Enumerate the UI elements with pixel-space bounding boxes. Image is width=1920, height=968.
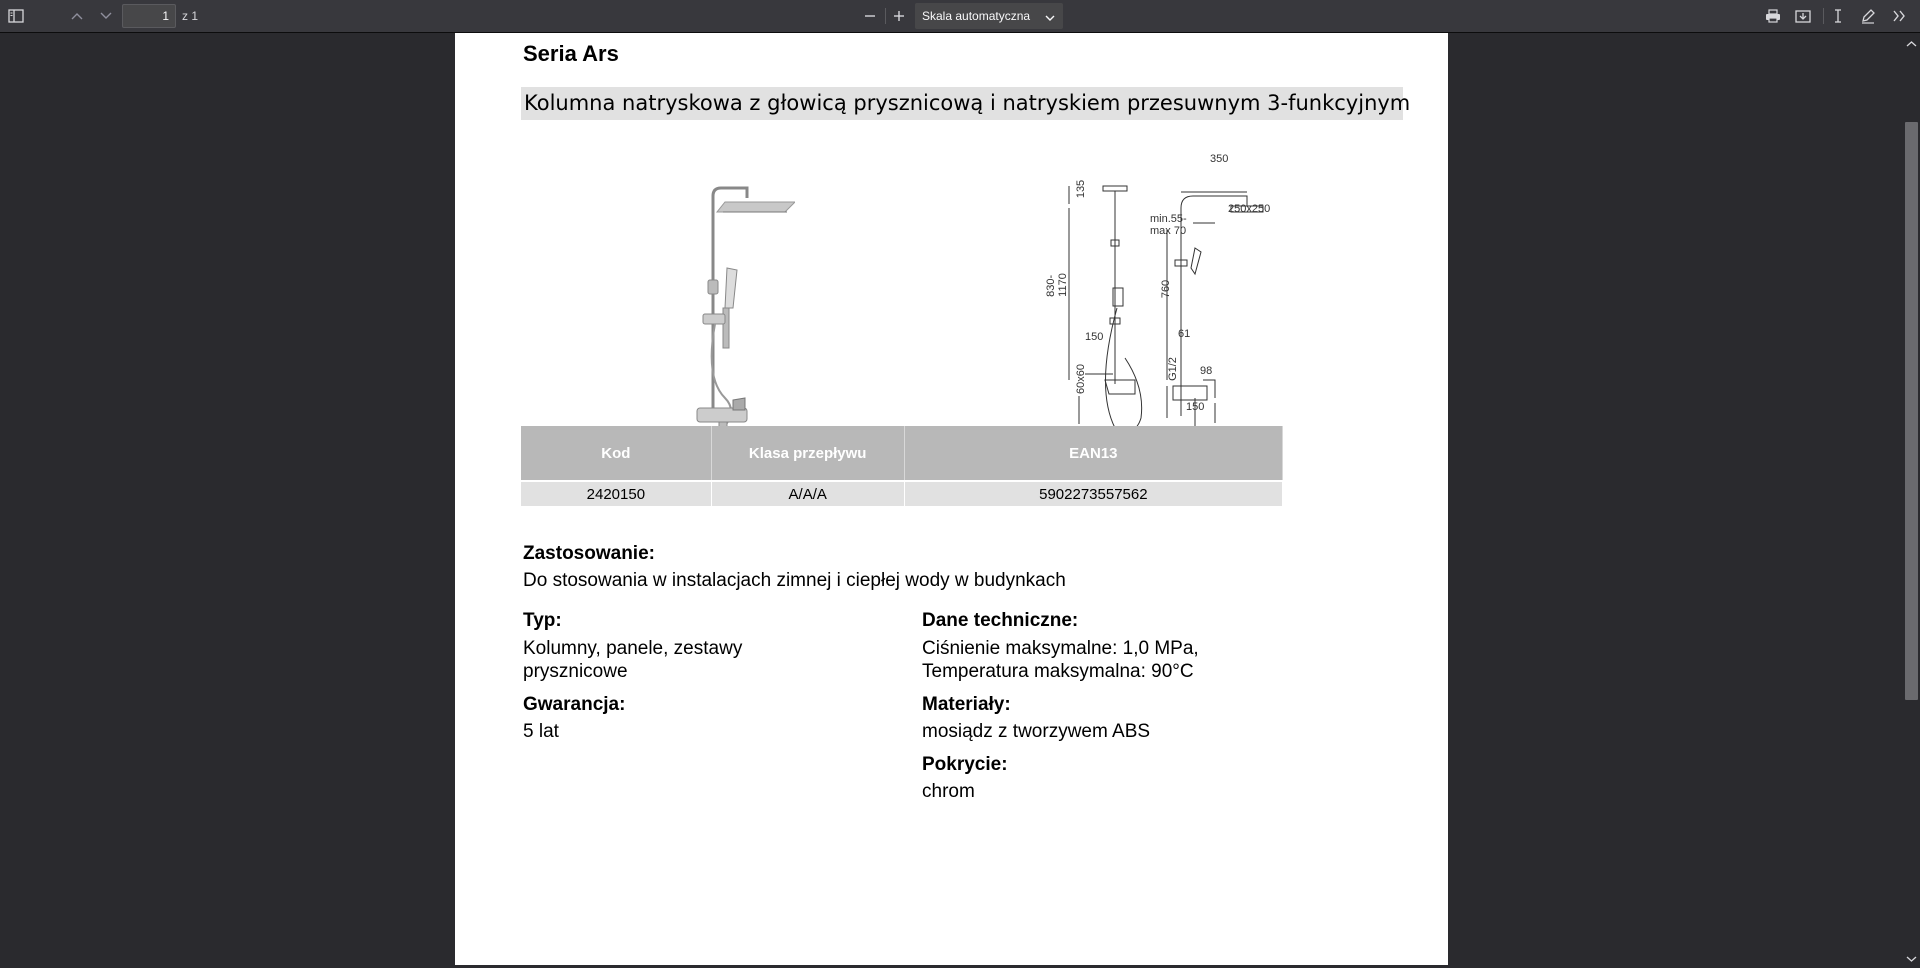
page-count-label: z 1 xyxy=(182,9,199,23)
warranty-label: Gwarancja: xyxy=(523,694,626,715)
materials-label: Materiały: xyxy=(922,694,1011,715)
more-tools-icon[interactable] xyxy=(1886,4,1912,28)
dim-label: 150 xyxy=(1186,401,1205,413)
usage-label: Zastosowanie: xyxy=(523,543,655,564)
product-photo xyxy=(675,148,795,448)
cell-ean: 5902273557562 xyxy=(904,481,1282,506)
zoom-out-icon[interactable] xyxy=(857,4,883,28)
coating-label: Pokrycie: xyxy=(922,754,1008,775)
scroll-down-icon[interactable] xyxy=(1906,950,1917,968)
cell-klasa: A/A/A xyxy=(711,481,904,506)
tech-data-line1: Ciśnienie maksymalne: 1,0 MPa, xyxy=(922,638,1199,659)
pdf-toolbar xyxy=(0,0,1920,33)
tech-data-line2: Temperatura maksymalna: 90°C xyxy=(922,661,1194,682)
chevron-down-icon xyxy=(1045,11,1055,25)
dim-label: G1/2 xyxy=(1166,357,1179,381)
scrollbar-thumb[interactable] xyxy=(1905,122,1918,700)
table-row xyxy=(521,481,1283,506)
warranty-text: 5 lat xyxy=(523,721,559,742)
type-text-line2: prysznicowe xyxy=(523,661,628,682)
materials-text: mosiądz z tworzywem ABS xyxy=(922,721,1151,742)
dim-label: 830-1170 xyxy=(1044,273,1069,297)
product-spec-table xyxy=(521,426,1283,506)
dim-label: min.55-max 70 xyxy=(1150,213,1187,237)
dim-label: 150 xyxy=(1085,331,1104,343)
draw-pencil-icon[interactable] xyxy=(1855,4,1881,28)
type-label: Typ: xyxy=(523,610,562,631)
zoom-select-label: Skala automatyczna xyxy=(922,9,1031,23)
tech-data-label: Dane techniczne: xyxy=(922,610,1079,631)
dim-label: 61 xyxy=(1178,328,1191,340)
coating-text: chrom xyxy=(922,781,975,802)
dim-label: 760 xyxy=(1160,279,1173,299)
column-header-ean: EAN13 xyxy=(904,426,1282,481)
tools-divider xyxy=(1823,8,1824,24)
page-number-input[interactable] xyxy=(122,4,176,28)
column-header-kod: Kod xyxy=(521,426,711,481)
series-title: Seria Ars xyxy=(523,41,619,66)
dim-label: 250x250 xyxy=(1228,203,1271,215)
sidebar-toggle-icon[interactable] xyxy=(3,4,29,28)
product-name-heading: Kolumna natryskowa z głowicą prysznicową i natryskiem przesuwnym 3-funkcyjnym xyxy=(521,87,1403,120)
table-header-row xyxy=(521,426,1283,481)
previous-page-icon[interactable] xyxy=(64,4,90,28)
type-text-line1: Kolumny, panele, zestawy xyxy=(523,638,743,659)
dim-label: 98 xyxy=(1200,365,1213,377)
print-icon[interactable] xyxy=(1760,4,1786,28)
dim-label: 60x60 xyxy=(1074,364,1087,394)
zoom-select[interactable] xyxy=(915,3,1063,29)
text-select-icon[interactable] xyxy=(1825,4,1851,28)
zoom-in-icon[interactable] xyxy=(886,4,912,28)
dim-label: 350 xyxy=(1210,153,1229,165)
column-header-klasa: Klasa przepływu xyxy=(711,426,904,481)
usage-text: Do stosowania w instalacjach zimnej i ciepłej wody w budynkach xyxy=(523,570,1066,591)
dim-label: 135 xyxy=(1075,179,1088,199)
save-icon[interactable] xyxy=(1790,4,1816,28)
scroll-up-icon[interactable] xyxy=(1906,35,1917,53)
cell-kod: 2420150 xyxy=(521,481,711,506)
pdf-page xyxy=(455,33,1448,965)
next-page-icon[interactable] xyxy=(93,4,119,28)
